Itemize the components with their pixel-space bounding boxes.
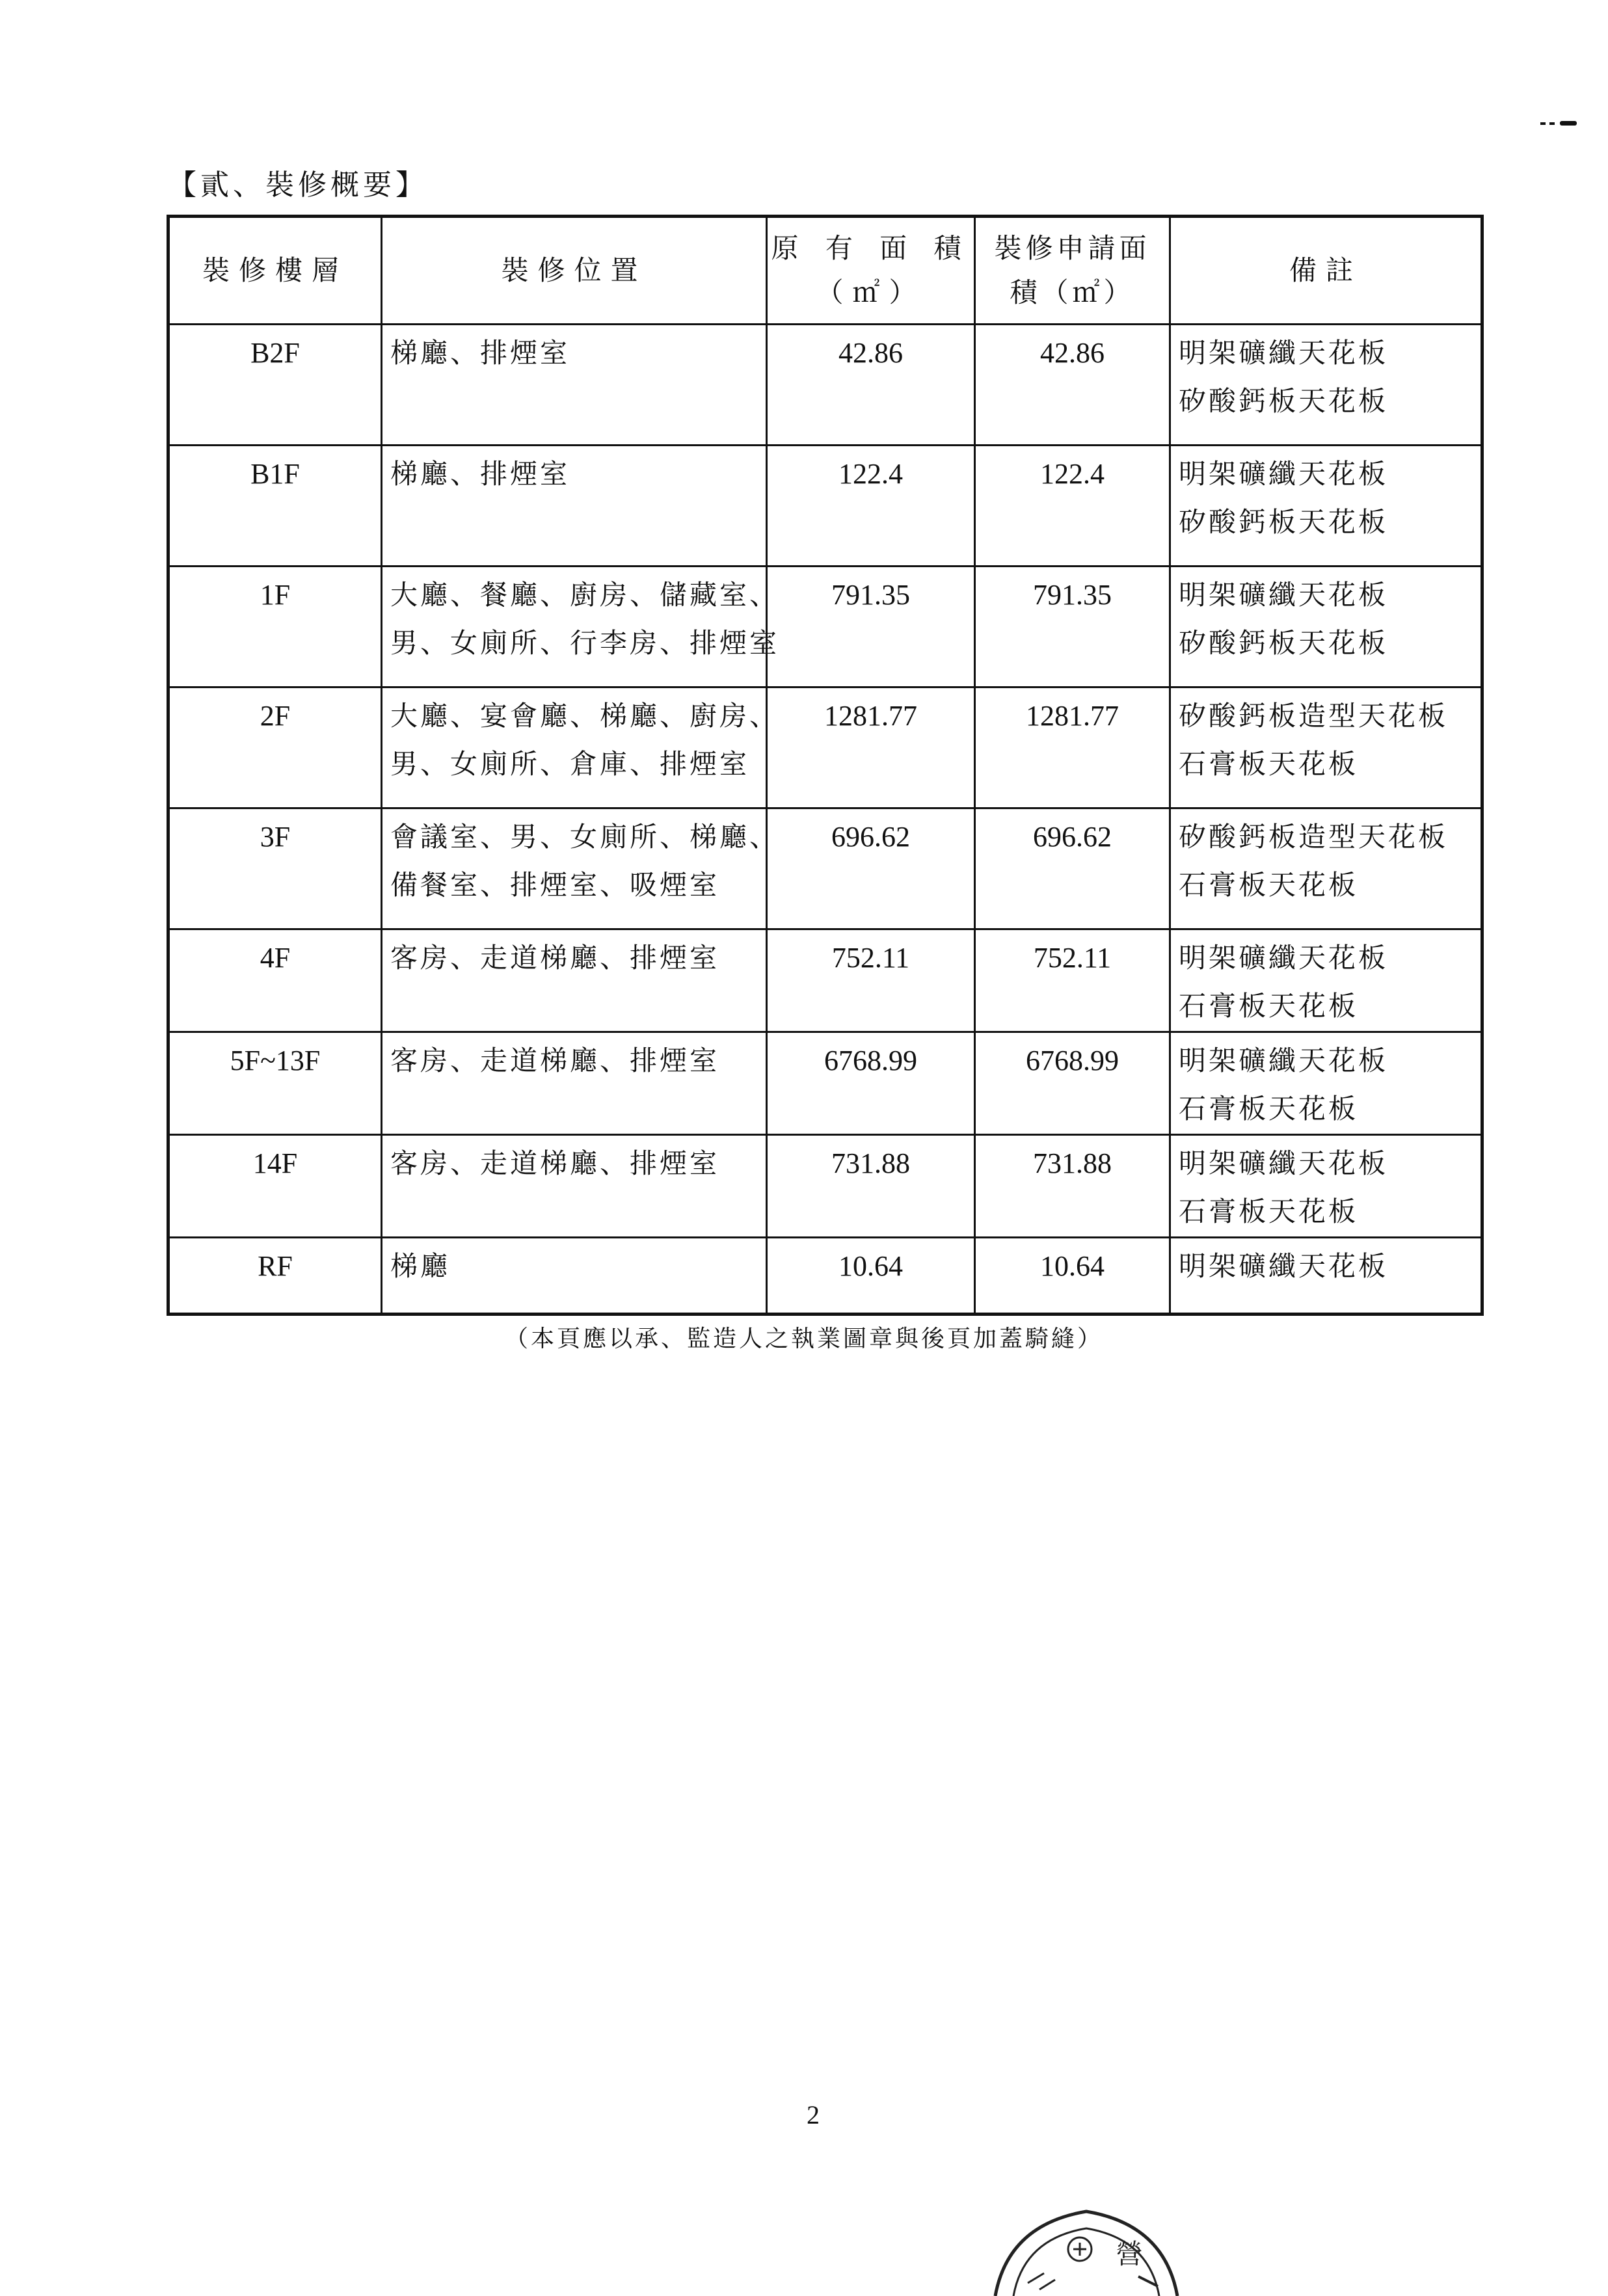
footnote: （本頁應以承、監造人之執業圖章與後頁加蓋騎縫） bbox=[504, 1326, 1103, 1352]
header-floor: 裝修樓層 bbox=[168, 217, 382, 325]
cell-remark-line1: 明架礦纖天花板 bbox=[1179, 579, 1389, 611]
table-header-row bbox=[168, 217, 1482, 325]
cell-location bbox=[382, 325, 767, 446]
header-applied-area-line1: 裝修申請面 bbox=[994, 232, 1151, 264]
cell-original-area: 791.35 bbox=[767, 567, 975, 687]
cell-location bbox=[382, 929, 767, 1032]
cell-remark-line2: 矽酸鈣板天花板 bbox=[1179, 506, 1389, 538]
cell-remark-line2: 矽酸鈣板天花板 bbox=[1179, 385, 1389, 417]
header-original-area bbox=[767, 217, 975, 325]
cell-remark-line2: 石膏板天花板 bbox=[1179, 990, 1359, 1022]
cell-remark bbox=[1170, 567, 1482, 687]
cell-location bbox=[382, 687, 780, 808]
table-row bbox=[168, 1032, 1482, 1135]
cell-original-area: 731.88 bbox=[767, 1135, 975, 1238]
cell-remark bbox=[1170, 1032, 1482, 1135]
renovation-summary-table bbox=[167, 215, 1484, 1316]
cell-location-line2: 男、女廁所、行李房、排煙室 bbox=[390, 627, 780, 659]
cell-remark-line1: 明架礦纖天花板 bbox=[1179, 1250, 1389, 1282]
table-row bbox=[168, 1238, 1482, 1315]
cell-remark-line2: 石膏板天花板 bbox=[1179, 748, 1359, 780]
cell-remark bbox=[1170, 808, 1482, 929]
cell-applied-area: 1281.77 bbox=[975, 687, 1170, 808]
cell-location-line1: 客房、走道梯廳、排煙室 bbox=[390, 1045, 720, 1076]
cell-floor: B1F bbox=[168, 446, 382, 567]
cell-remark bbox=[1170, 446, 1482, 567]
cell-remark-line1: 明架礦纖天花板 bbox=[1179, 458, 1389, 490]
cell-applied-area: 752.11 bbox=[975, 929, 1170, 1032]
cell-remark-line1: 明架礦纖天花板 bbox=[1179, 942, 1389, 974]
cell-location-line1: 客房、走道梯廳、排煙室 bbox=[390, 1147, 720, 1179]
cell-original-area: 10.64 bbox=[767, 1238, 975, 1315]
cell-original-area: 122.4 bbox=[767, 446, 975, 567]
cell-remark bbox=[1170, 325, 1482, 446]
cell-location-line1: 梯廳、排煙室 bbox=[390, 458, 570, 490]
cell-floor: 5F~13F bbox=[168, 1032, 382, 1135]
cell-remark bbox=[1170, 1135, 1482, 1238]
table-row bbox=[168, 808, 1482, 929]
cell-location bbox=[382, 567, 780, 687]
table-row bbox=[168, 567, 1482, 687]
cell-location-line1: 大廳、餐廳、廚房、儲藏室、 bbox=[390, 579, 780, 611]
cell-location-line1: 客房、走道梯廳、排煙室 bbox=[390, 942, 720, 974]
cell-location-line2: 男、女廁所、倉庫、排煙室 bbox=[390, 748, 750, 780]
cell-location-line1: 大廳、宴會廳、梯廳、廚房、 bbox=[390, 700, 780, 732]
cell-applied-area: 696.62 bbox=[975, 808, 1170, 929]
cell-location bbox=[382, 808, 780, 929]
cell-remark-line2: 石膏板天花板 bbox=[1179, 1093, 1359, 1125]
cell-location bbox=[382, 1135, 767, 1238]
header-original-area-line1: 原 有 面 積 bbox=[771, 232, 971, 264]
cell-applied-area: 791.35 bbox=[975, 567, 1170, 687]
cell-location bbox=[382, 1032, 767, 1135]
cell-remark bbox=[1170, 1238, 1482, 1315]
cell-floor: 1F bbox=[168, 567, 382, 687]
cell-applied-area: 10.64 bbox=[975, 1238, 1170, 1315]
cell-remark-line2: 石膏板天花板 bbox=[1179, 869, 1359, 901]
cell-floor: 3F bbox=[168, 808, 382, 929]
cell-original-area: 42.86 bbox=[767, 325, 975, 446]
cell-applied-area: 42.86 bbox=[975, 325, 1170, 446]
cell-floor: 2F bbox=[168, 687, 382, 808]
cell-applied-area: 6768.99 bbox=[975, 1032, 1170, 1135]
cell-remark-line2: 矽酸鈣板天花板 bbox=[1179, 627, 1389, 659]
cell-original-area: 696.62 bbox=[767, 808, 975, 929]
table-row bbox=[168, 325, 1482, 446]
header-location: 裝修位置 bbox=[382, 217, 767, 325]
cell-remark-line1: 明架礦纖天花板 bbox=[1179, 1045, 1389, 1076]
cell-location-line1: 梯廳 bbox=[390, 1250, 451, 1282]
svg-text:營: 營 bbox=[1116, 2238, 1144, 2270]
table-row bbox=[168, 929, 1482, 1032]
seal-stamp-image bbox=[982, 2166, 1190, 2296]
cell-floor: 4F bbox=[168, 929, 382, 1032]
cell-remark-line1: 矽酸鈣板造型天花板 bbox=[1179, 700, 1449, 732]
header-applied-area bbox=[975, 217, 1170, 325]
cell-floor: RF bbox=[168, 1238, 382, 1315]
page-number: 2 bbox=[807, 2100, 820, 2129]
cell-location-line1: 梯廳、排煙室 bbox=[390, 337, 570, 369]
cell-location-line1: 會議室、男、女廁所、梯廳、 bbox=[390, 821, 780, 853]
header-remark: 備註 bbox=[1170, 217, 1482, 325]
table-row bbox=[168, 1135, 1482, 1238]
cell-original-area: 1281.77 bbox=[767, 687, 975, 808]
cell-remark bbox=[1170, 929, 1482, 1032]
header-applied-area-line2: 積（㎡） bbox=[1010, 276, 1135, 308]
cell-remark-line2: 石膏板天花板 bbox=[1179, 1195, 1359, 1227]
cell-location bbox=[382, 1238, 767, 1315]
scan-speck-mark bbox=[1540, 121, 1577, 126]
section-title: 【貳、裝修概要】 bbox=[168, 168, 428, 202]
cell-original-area: 752.11 bbox=[767, 929, 975, 1032]
table-row bbox=[168, 687, 1482, 808]
cell-remark-line1: 明架礦纖天花板 bbox=[1179, 1147, 1389, 1179]
cell-remark bbox=[1170, 687, 1482, 808]
header-original-area-line2: （㎡） bbox=[816, 276, 926, 308]
cell-location bbox=[382, 446, 767, 567]
table-row bbox=[168, 446, 1482, 567]
cell-original-area: 6768.99 bbox=[767, 1032, 975, 1135]
cell-floor: B2F bbox=[168, 325, 382, 446]
cell-remark-line1: 明架礦纖天花板 bbox=[1179, 337, 1389, 369]
cell-location-line2: 備餐室、排煙室、吸煙室 bbox=[390, 869, 720, 901]
cell-applied-area: 731.88 bbox=[975, 1135, 1170, 1238]
cell-applied-area: 122.4 bbox=[975, 446, 1170, 567]
cell-floor: 14F bbox=[168, 1135, 382, 1238]
cell-remark-line1: 矽酸鈣板造型天花板 bbox=[1179, 821, 1449, 853]
